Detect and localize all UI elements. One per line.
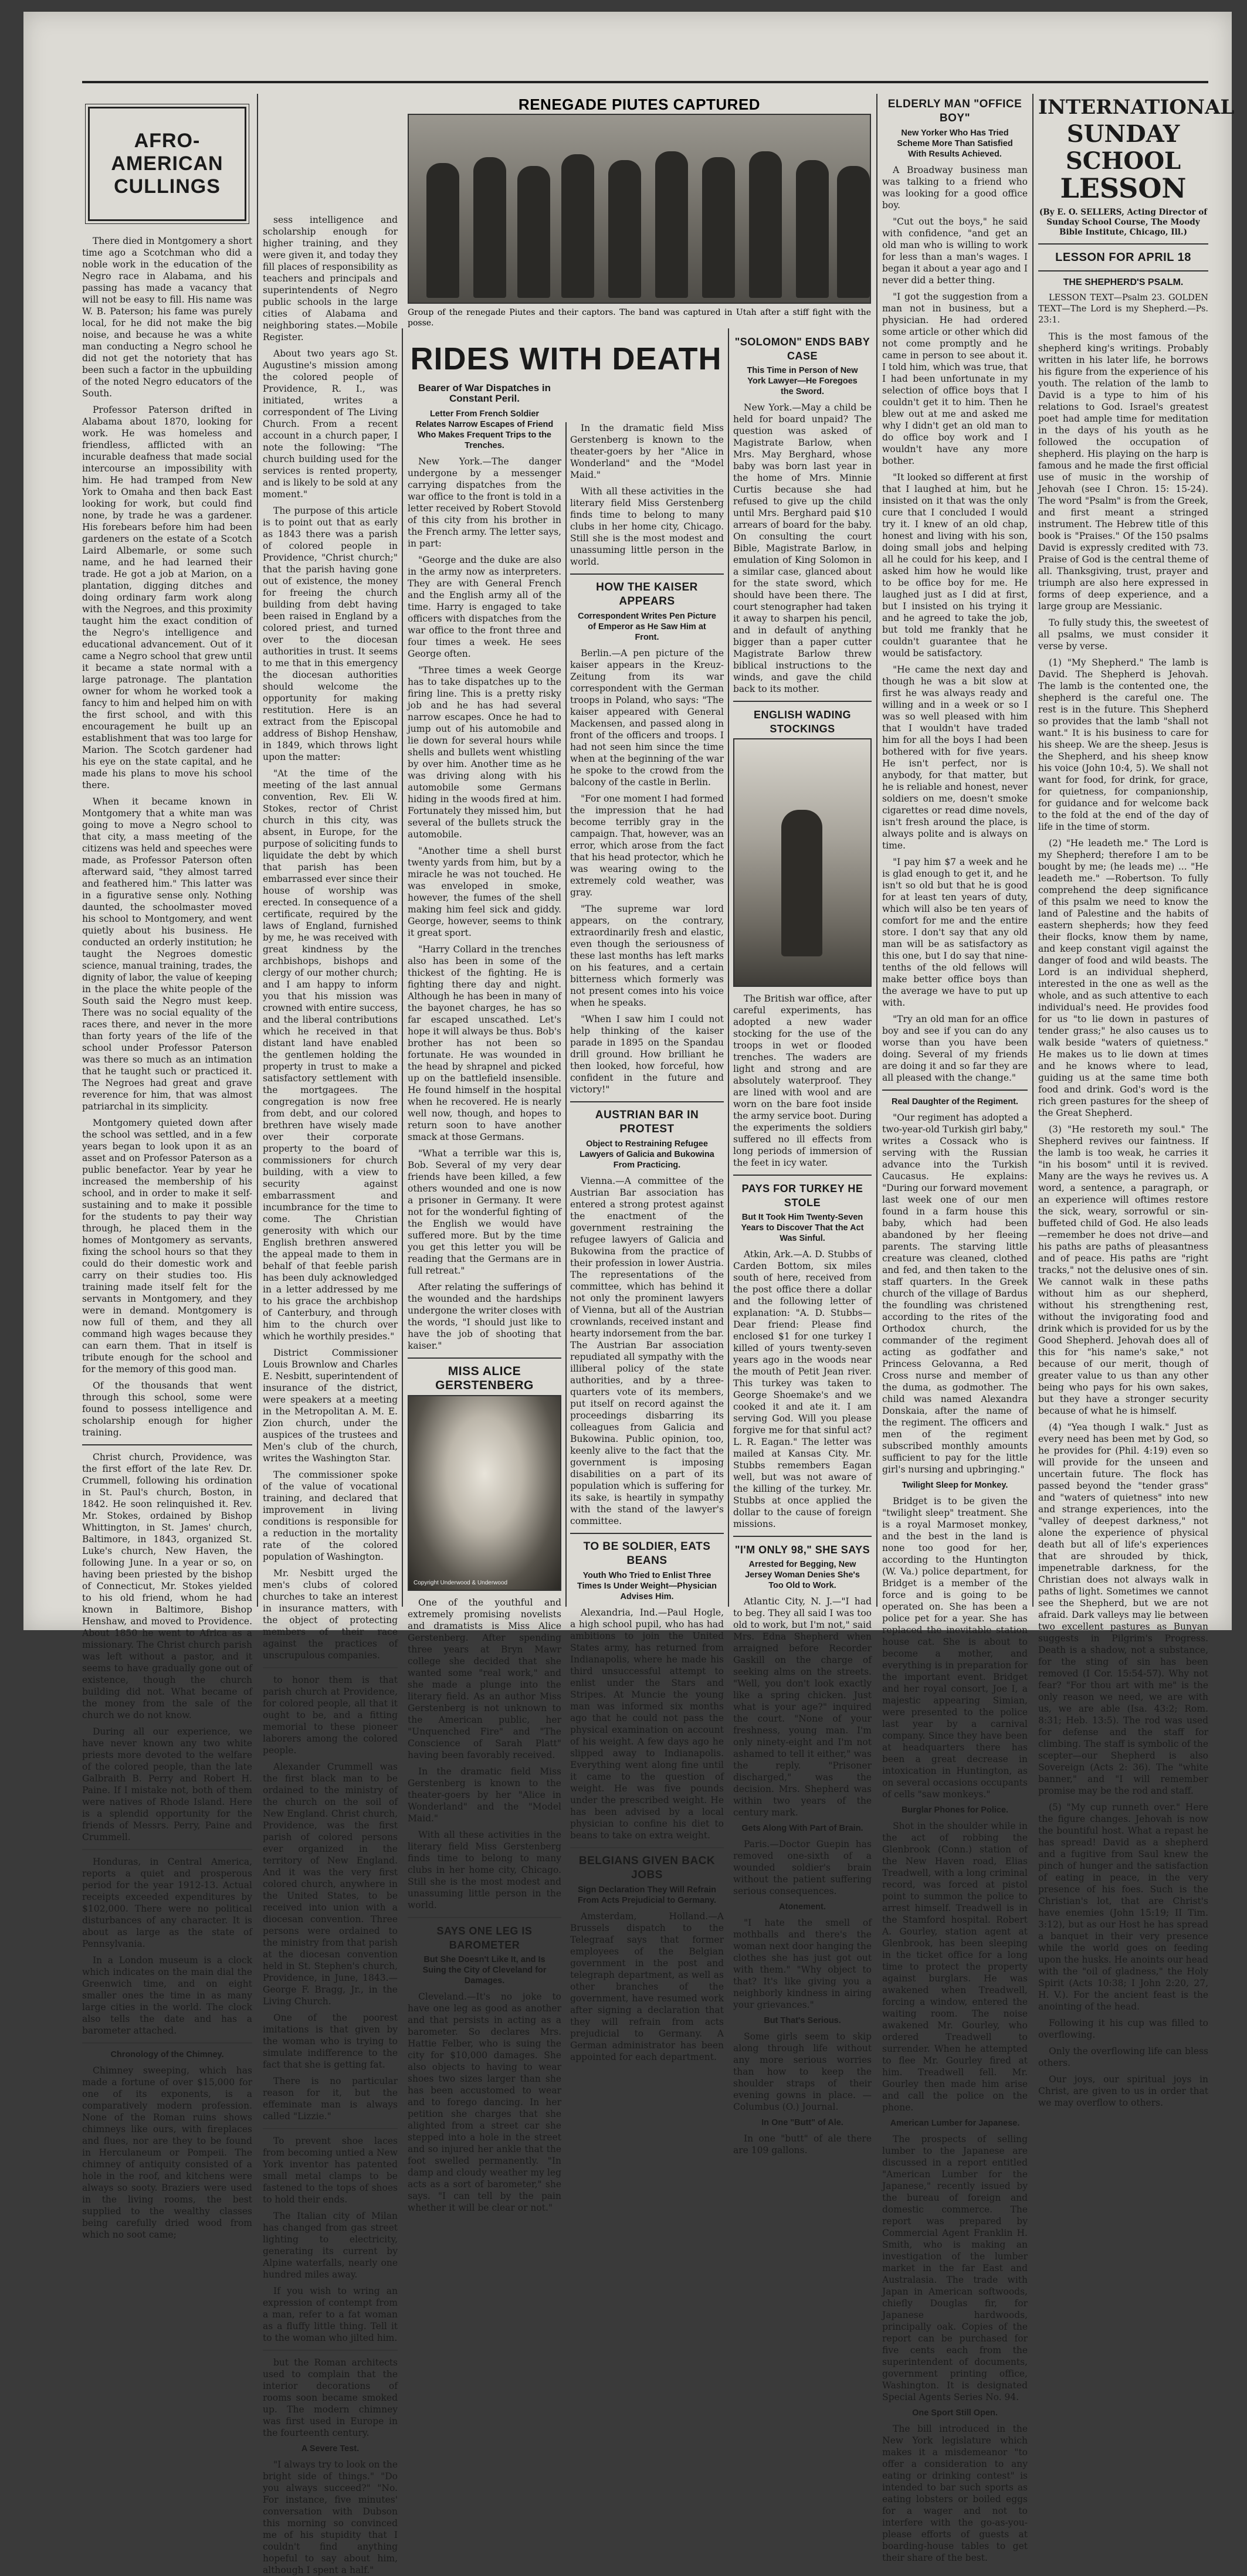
- paragraph: Cleveland.—It's no joke to have one leg as good as another and that persists in acting as a barometer. So declares Mrs. Hattie Felber, who is suing the city for $10,000 damages. She also objects to having to wear shoes two sizes larger than she has been accustomed to wear and to forego dancing. In her petition she charges that she alighted from a street car she stepped into a hole in the street and so injured her ankle that the foot swelled permanently. "In damp and cloudy weather my leg acts as a sort of barometer," she says. "I can tell by the pain whether it will be clear or not.": [408, 1991, 561, 2213]
- paragraph: Bridget is to be given the "twilight sleep" treatment. She is a royal Marmoset monkey, and the best in the land is none too good for her, according to the Huntington (W. Va.) police department, for Bridget is a member of the force and is going to be operated on. She has been a police pet for a year. She has replaced the inevitable station house cat. She is about to become a mother, and everything is in preparation for the important event. Bridget and her royal consort, Joe I, a majestic appearing Simian, were presented to the police last year by a carnival company. Since they have been at headquarters there has been a great decrease in intoxication in Huntington, as on several occasions occupants of cells "saw monkeys.": [882, 1496, 1028, 1800]
- paragraph: Some girls seem to skip along through life without any more serious worries than how to keep the shoulder straps of their evening gowns in place. —Columbus (O.) Journal.: [733, 2031, 872, 2112]
- photo-credit: Copyright Underwood & Underwood: [414, 1580, 508, 1586]
- paragraph: Montgomery quieted down after the school was settled, and in a few years began to look upon it as an asset and on Professor Paterson as a public benefactor. Year by year he increased the membership of his school, and in order to make it self-sustaining and to make it possible for the students to pay their way through, he placed them in the homes of Montgomery as servants, fixing the school hours so that they could do their domestic work and carry on their studies too. His training made itself felt for the servants in Montgomery, and they were in demand. Montgomery is now full of them, and they all command high wages because they can earn them. That in itself is tribute enough for the school and for the memory of this good man.: [82, 1118, 252, 1374]
- renegade-piutes-title: RENEGADE PIUTES CAPTURED: [518, 96, 761, 113]
- leg-subhead: But She Doesn't Like It, and Is Suing the City of Cleveland for Damages.: [422, 1955, 547, 1986]
- rides-deck: Letter From French Soldier Relates Narrow Escapes of Friend Who Makes Frequent Trips to the Trenches.: [415, 409, 554, 450]
- piutes-photo: [408, 114, 871, 304]
- paragraph: In a London museum is a clock which indicates on the main dial the Greenwich time, and on eight smaller ones the time in as many large cities in the world. The clock also tells the date and has a barometer attached.: [82, 1955, 252, 2036]
- separator: [1038, 270, 1208, 271]
- paragraph: The commissioner spoke of the value of vocational training, and declared that improvement in living conditions is responsible for a reduction in the mortality rate of the colored population of Washington.: [263, 1469, 398, 1562]
- column-rule: [728, 328, 729, 1607]
- paragraph: District Commissioner Louis Brownlow and Charles E. Nesbitt, superintendent of insurance of the district, were speakers at a meeting in the Metropolitan A. M. E. Zion church, under the auspices of the trustees and Men's club of the church, writes the Washington Star.: [263, 1348, 398, 1464]
- paragraph: "The supreme war lord appears, on the contrary, extraordinarily fresh and elastic, even though the seriousness of these last months has left marks on his features, and a certain bitterness which formerly was not present comes into his voice when he speaks.: [570, 904, 724, 1008]
- soldier-subhead: Youth Who Tried to Enlist Three Times Is Under Weight—Physician Advises Him.: [577, 1571, 717, 1601]
- rides-subhead: Bearer of War Dispatches in Constant Peril.: [418, 382, 551, 404]
- column-rule: [1032, 94, 1033, 1607]
- paragraph: Mr. Nesbitt urged the men's clubs of colored churches to take an interest in insurance matters, with the object of protecting members of their race against the practices of unscrupulous companies.: [263, 1568, 398, 1661]
- paragraph: sess intelligence and scholarship enough for higher training, and they were given it, and today they fill places of responsibility as teachers and principals and superintendents of Negro public schools in the large cities of Alabama and neighboring states.—Mobile Register.: [263, 215, 398, 342]
- paragraph: Christ church, Providence, was the first effort of the late Rev. Dr. Crummell, following his ordination in St. Paul's church, Boston, in 1842. He soon relinquished it. Rev. Mr. Stokes, ordained by Bishop Whittington, in St. James' church, Baltimore, in 1843, organized St. Luke's church, New Haven, the following June. In a year or so, on having been priested by the bishop of Connecticut, Mr. Stokes yielded to his old friend, whom he had known in Baltimore, Bishop Henshaw, and moved to Providence. About 1850 he went to Africa as a missionary. The Christ church parish was left without a pastor, and it seems to have gradually gone out of existence, though the church building did not. What became of the money from the sale of the church we do not know.: [82, 1452, 252, 1720]
- paragraph: "I hate the smell of mothballs and there's the woman next door hanging the clothes she has just got out with them." "Why object to that? It's like giving you a neighborly kindness in airing your grievances.": [733, 1917, 872, 2010]
- paragraph: To prevent shoe laces from becoming untied a New York inventor has patented small metal clamps to be fastened to the tops of shoes to hold their ends.: [263, 2136, 398, 2205]
- separator: [733, 1175, 872, 1176]
- miss-gerstenberg-heading: MISS ALICE GERSTENBERG: [435, 1365, 534, 1392]
- sunday-school-title: [1038, 94, 1235, 204]
- column-2: [263, 214, 398, 2575]
- solomon-subhead: This Time in Person of New York Lawyer—He Foregoes the Sword.: [747, 366, 858, 396]
- paragraph: Shot in the shoulder while in the act of robbing the Glenbrook (Conn.) station of the New Haven road, Elias Treadwell, with a long criminal record, was forced at pistol point to summon the police to arrest himself. Treadwell is in the Stamford hospital. Robert A. Gourley, station agent at Glenbrook, has been sleeping in the ticket office for a long time to protect the property against burglars. He was awakened when Treadwell, forcing a window, entered the waiting room. The noise awakened Mr. Gourley, who ordered Treadwell to surrender. When he attempted to flee Mr. Gourley fired at him. Treadwell fell. Mr. Gourley then made him arise and call the police on the phone.: [882, 1821, 1028, 2113]
- separator: [263, 1667, 398, 1668]
- paragraph: One of the youthful and extremely promising novelists and dramatists is Miss Alice Gerstenberg. After spending three years at Bryn Mawr college she decided that she wanted some "real work," and she made a plunge into the literary field. As an author Miss Gerstenberg is not unknown to the American public, her "Unquenched Fire" and "The Conscience of Sarah Platt" having been favorably received.: [408, 1597, 561, 1760]
- separator: [82, 1849, 252, 1850]
- lesson-texts: LESSON TEXT—Psalm 23. GOLDEN TEXT—The Lord is my Shepherd.—Ps. 23:1.: [1038, 293, 1208, 325]
- masthead-rule: [82, 81, 1208, 83]
- brain-heading: Gets Along With Part of Brain.: [741, 1824, 863, 1833]
- paragraph: In one "butt" of ale there are 109 gallons.: [733, 2133, 872, 2156]
- paragraph: "Three times a week George has to take dispatches up to the firing line. This is a pretty risky job and he has had several narrow escapes. Once he had to jump out of his automobile and lie down for several hours while shells and bullets went whistling by over him. Another time as he was driving along with his automobile some Germans hiding in the woods fired at him. Fortunately they missed him, but several of the bullets struck the automobile.: [408, 665, 561, 840]
- kaiser-subhead: Correspondent Writes Pen Picture of Emperor as He Saw Him at Front.: [578, 612, 716, 642]
- wading-stockings-heading: ENGLISH WADING STOCKINGS: [753, 709, 851, 735]
- paragraph: The prospects of selling lumber to the Japanese are discussed in a report entitled "American Lumber for the Japanese," recently issued by the bureau of foreign and domestic commerce. The report was prepared by Commercial Agent Franklin H. Smith, who is making an investigation of the lumber market in the far East and Australasia. The trade with Japan in American softwoods, chiefly Douglas fir, for Japanese hardwoods, principally oak. Copies of the report can be purchased for five cents each from the superintendent of documents, government printing office, Washington. It is designated Special Agents Series No. 94.: [882, 2134, 1028, 2402]
- title-line: INTERNATIONAL: [1038, 96, 1235, 119]
- paragraph: Professor Paterson drifted in Alabama about 1870, looking for work. He was homeless and friendless, afflicted with an incurable deafness that made social intercourse an impossibility with him. He had tramped from New York to Omaha and then back East looking for work, but could find none, by trade he was a gardener. His forebears before him had been gardeners on the estate of a Scotch Laird Albemarle, or some such name, and he had learned their trade. He got a job at Marion, on a plantation, digging ditches and doing ordinary farm work along with the Negroes, and this proximity taught him the exact condition of the Negro's intelligence and educational advancement. Out of it came a Negro school that grew until it became a state normal with a large patronage. The plantation owner for whom he worked took a fancy to him and helped him on with the first school, and with this encouragement he built up an establishment that was too large for Marion. The Scotch gardener had his eye on the state capital, and he made his plans to move his school there.: [82, 405, 252, 790]
- paragraph: When it became known in Montgomery that a white man was going to move a Negro school to that city, a mass meeting of the citizens was held and speeches were made, as Professor Paterson often afterward said, "they almost tarred and feathered him." This latter was in a figurative sense only. Nothing daunted, the schoolmaster moved his school to Montgomery, and went quietly about his business. He conducted an orderly institution; he taught the Negroes domestic science, manual training, trades, the dignity of labor, the value of keeping in the place the white people of the South said the Negro must keep. There was no social equality of the races there, and never in the more than forty years of the life of the school under Professor Paterson was there so much as an intimation that he taught such or practiced it. The Negroes had great and grave reverence for him, that was almost patriarchal in its simplicity.: [82, 796, 252, 1112]
- paragraph: "Cut out the boys," he said with confidence, "and get an old man who is willing to work for less than a man's wages. I began it about a year ago and I never did a better thing.: [882, 216, 1028, 286]
- paragraph: With all these activities in the literary field Miss Gerstenberg finds time to belong to many clubs in her home city, Chicago. Still she is the most modest and unassuming little person in the world.: [408, 1830, 561, 1910]
- title-line: LESSON: [1060, 172, 1187, 204]
- regiment-heading: Real Daughter of the Regiment.: [892, 1097, 1018, 1107]
- paragraph: Amsterdam, Holland.—A Brussels dispatch to the Telegraaf says that former employees of the Belgian government in the post and telegraph department, as well as other branches of the government, have resumed work after signing a declaration that they will refrain from acts prejudicial to Germany. A German administrator has been appointed for each department.: [570, 1911, 724, 2062]
- leg-barometer-heading: SAYS ONE LEG IS BAROMETER: [436, 1925, 533, 1951]
- paragraph: Only the overflowing life can bless others.: [1038, 2046, 1208, 2068]
- austrian-subhead: Object to Restraining Refugee Lawyers of Galicia and Bukowina From Practicing.: [580, 1139, 714, 1170]
- paragraph: (4) "Yea though I walk." Just as every need has been met by God, so he provides for (Phil. 4:19) even so will provide for the unseen and uncertain future. The flock has passed beyond the "tender grass" and "waters of quietness" into new and strange experiences, into the "valley of deepest darkness," not alone the experience of physical death but all of life's experiences that are shrouded by thick, impenetrable darkness, for the Christian does not always walk in paths of light. Sometimes we cannot see the Shepherd, but we are not afraid. Dark valleys may lie between two excellent pastures as Bunyan suggests in Pilgrim's Progress. Death is a shadow, not a substance, for the sting of sin has been removed (I Cor. 15:54-57). Why not fear? "For thou art with me" is the only reason we need, we are with us, we are able (Isa. 43:2; Rom. 8:31; Heb. 13:5). The rod was used for defense and the staff for climbing. The staff is symbolic of the scepter—our Shepherd is also Sovereign (Acts 2: 36). The "white banner," and "I will remember promise may be the rod and staff.: [1038, 1422, 1208, 1796]
- separator: [1038, 243, 1208, 245]
- paragraph: During all our experience, we have never known any two white priests more devoted to the welfare of the colored people, than the late Galbraith B. Perry and Robert H. Paine. If I mistake not, both of them were natives of Rhode Island. Here is a splendid opportunity for the friends of Messrs. Perry, Paine and Crummell.: [82, 1726, 252, 1842]
- paragraph: "George and the duke are also in the army now as interpreters. They are with General French and the English army all of the time. Harry is engaged to take officers with dispatches from the war office to the front three and four times a week. He sees George often.: [408, 555, 561, 659]
- column-rule: [876, 94, 877, 1607]
- soldier-beans-heading: TO BE SOLDIER, EATS BEANS: [583, 1540, 711, 1567]
- paragraph: There died in Montgomery a short time ago a Scotchman who did a noble work in the education of the Negro race in Alabama, and his passing has made a vacancy that will not be easy to fill. His name was W. B. Paterson; his fame was purely local, for he did not make the big noise, and because he was a white man conducting a Negro school he did not get the notoriety that has been such a factor in the upbuilding of the noted Negro educators of the South.: [82, 236, 252, 399]
- twilight-heading: Twilight Sleep for Monkey.: [902, 1481, 1008, 1490]
- paragraph: Atkin, Ark.—A. D. Stubbs of Carden Bottom, six miles south of here, received from the post office there a dollar and the following letter of explanation: "A. D. Stubbs—Dear friend: Please find enclosed $1 for one turkey I killed of yours twenty-seven years ago in the woods near the mouth of Petit Jean river. This turkey was taken to George Shoemake's and we cooked it and ate it. I am serving God. Will you please forgive me for that sinful act? L. R. Eagan." The letter was mailed at Kansas City. Mr. Stubbs remembers Eagan well, but was not aware of the killing of the turkey. Mr. Stubbs at once applied the dollar to the cause of foreign missions.: [733, 1249, 872, 1529]
- paragraph: "I always try to look on the bright side of things." "Do you always succeed?" "No. For instance, five minutes' conversation with Dubson this morning so convinced me of his stupidity that I couldn't find anything hopeful to say about him, although I spent a half.": [263, 2459, 398, 2575]
- paragraph: New York.—May a child be held for board unpaid? The question was asked of Magistrate Barlow, when Mrs. May Berghard, whose baby was born last year in the home of Mrs. Minnie Curtis because she had refused to give up the child until Mrs. Berghard paid $10 arrears of board for the baby. On consulting the court Bible, Magistrate Barlow, in emulation of King Solomon in a similar case, glanced about for the state sword, which should have been there. The court stenographer had taken it away to sharpen his pencil, and in default of anything bigger than a paper cutter Magistrate Barlow threw biblical instructions to the winds, and gave the child back to its mother.: [733, 402, 872, 694]
- paragraph: Vienna.—A committee of the Austrian Bar association has entered a strong protest against the enactment of the government restraining the refugee lawyers of Galicia and Bukowina from the practice of their profession in lower Austria. The representations of the committee, which has behind it not only the prominent lawyers of Vienna, but all of the Austrian crownlands, received instant and hearty indorsement from the bar. The Austrian Bar association repudiated all sympathy with the illiberal policy of the state authorities, and by a three-quarters vote of its members, put itself on record against the proceedings disbarring its colleagues from Galicia and Bukowina. Public opinion, too, keenly alive to the fact that the government is imposing disabilities on a part of its population which is suffering for its sake, is heartily in sympathy with the stand of the lawyer's committee.: [570, 1176, 724, 1526]
- only-98-subhead: Arrested for Begging, New Jersey Woman Denies She's Too Old to Work.: [745, 1560, 860, 1590]
- column-6: [882, 94, 1028, 2563]
- paragraph: "I pay him $7 a week and he is glad enough to get it, and he isn't so old but that he is good for at least ten years of duty, which will also be ten years of comfort for me and the entire store. I don't say that any old man will be as satisfactory as this one, but I do say that nine-tenths of the old fellows will make better office boys than the average we have to put up with.: [882, 857, 1028, 1008]
- kaiser-heading: HOW THE KAISER APPEARS: [596, 581, 698, 607]
- paragraph: This is the most famous of the shepherd king's writings. Probably written in his later life, he borrows his figure from the experience of his youth. The relation of the lamb to David is a type to him of his relations to God. Israel's greatest poet had ample time for meditation in the days of his youth as he followed the occupation of shepherd. His playing on the harp is famous and he made the first official use of music in the worship of Jehovah (see I Chron. 15: 15-24). The word "Psalm" is from the Greek, and first meant a stringed instrument. The Hebrew title of this book is "Praises." Of the 150 psalms David is expressly credited with 73. Praise of God is the central theme of all. Thanksgiving, trust, prayer and triumph are also here expressed in forms of deep experience, and a large group are Messianic.: [1038, 331, 1208, 612]
- turkey-subhead: But It Took Him Twenty-Seven Years to Discover That the Act Was Sinful.: [741, 1213, 864, 1243]
- separator: [733, 701, 872, 702]
- paragraph: About two years ago St. Augustine's mission among the colored people of Providence, R. I., was initiated, writes a correspondent of The Living Church. From a recent account in a church paper, I note the following: "The church building used for the services is rented property, and is likely to be sold at any moment.": [263, 348, 398, 500]
- separator: [882, 1090, 1028, 1091]
- paragraph: Atlantic City, N. J.—"I had to beg. They all said I was too old to work, but I'm not," said Mrs. Edna Shepherd when arraigned before Recorder Gaskill on the charge of seeking alms on the streets. "Well, you don't look exactly like a spring chicken. Just what is your age?" inquired the court. "None of your freshness, young man. I'm only ninety-eight and I'm not ashamed to tell it either," was the reply. "Prisoner discharged," was the decision. Mrs. Shepherd was within two years of the century mark.: [733, 1596, 872, 1818]
- burglar-heading: Burglar Phones for Police.: [901, 1805, 1009, 1815]
- paragraph: "It looked so different at first that I laughed at him, but he insisted on it that was the only cure that I concluded I would try it. I knew of an old chap, honest and living with his son, doing small jobs and helping all he could for his keep, and I asked him how he would like to be office boy for me. He laughed just as I did at first, but I insisted on his trying it and he agreed to take the job, but told me frankly that he couldn't guarantee that he would be satisfactory.: [882, 472, 1028, 659]
- separator: [570, 1101, 724, 1102]
- paragraph: After relating the sufferings of the wounded and the hardships undergone the writer closes with the words, "I should just like to have the job of shooting that kaiser.": [408, 1282, 561, 1351]
- paragraph: Chimney sweeping, which has made a fortune of over $15,000 for one of its exponents, is a comparatively modern profession. None of the Roman ruins shows chimneys like ours, with fireplaces and flues, nor are they to be found in Herculaneum or Pompeii. The chimney of antiquity consisted of a hole in the roof, and kitchens were always so sooty. Braziers were used in the living rooms, the best supplied to the wealthy classes being carefully dried wood from which no soot came;: [82, 2065, 252, 2240]
- column-rule: [257, 94, 258, 1607]
- belgians-heading: BELGIANS GIVEN BACK JOBS: [578, 1855, 716, 1881]
- lesson-psalm-title: THE SHEPHERD'S PSALM.: [1063, 277, 1184, 287]
- piutes-caption: Group of the renegade Piutes and their captors. The band was captured in Utah after a stiff fight with the posse.: [408, 308, 871, 328]
- separator: [570, 1847, 724, 1848]
- lesson-credit: (By E. O. SELLERS, Acting Director of Sunday School Course, The Moody Bible Institute, Chicago, Ill.): [1039, 208, 1208, 237]
- paragraph: Of the thousands that went through this school, some were found to possess intelligence and scholarship enough for higher training.: [82, 1380, 252, 1438]
- paragraph: "He came the next day and though he was a bit slow at first he was always ready and willing and in a week or so I was so well pleased with him that I wouldn't have traded him for all the boys I had been bothered with for five years. He isn't perfect, nor is anybody, for that matter, but he is reliable and honest, never soldiers on me, doesn't smoke cigarettes or read dime novels, isn't fresh around the place, is always polite and is always on time.: [882, 664, 1028, 851]
- wading-soldier-photo: [733, 738, 872, 987]
- paragraph: (2) "He leadeth me." The Lord is my Shepherd; therefore I am to be bought by me; (he leads me) ... "He leadeth me." —Robertson. To fully comprehend the deep significance of this psalm we need to know the land of Palestine and the habits of eastern shepherds; how they feed their flocks, know them by name, and keep constant vigil against the danger of food and wild beasts. The Lord is an individual shepherd, interested in the one as well as the whole, and as such attentive to each individual's need. He provides food for us "to lie down in pastures of tender grass;" he also causes us to walk beside "waters of quietness." He makes us to lie down at times and he knows where to lead, guiding us at the same time both food and drink. God's word is the rich green pastures for the sheep of the Great Shepherd.: [1038, 838, 1208, 1118]
- paragraph: The British war office, after careful experiments, has adopted a new wader stocking for the use of the troops in wet or flooded trenches. The waders are light and strong and are absolutely waterproof. They are lined with wool and are worn on the bare foot inside the army service boot. During the experiments the soldiers suffered no ill effects from long periods of immersion of the feet in icy water.: [733, 993, 872, 1168]
- paragraph: If you wish to wring an expression of contempt from a man, refer to a fat woman as a fluffy little thing. Tell it to the woman who jilted him.: [263, 2286, 398, 2343]
- paragraph: Berlin.—A pen picture of the kaiser appears in the Kreuz-Zeitung from its war correspondent with the German troops in Poland, who says: "The kaiser appeared with General Mackensen, and passed along in front of the officers and troops. I had not seen him since the time when at the beginning of the war he spoke to the crowd from the balcony of the castle in Berlin.: [570, 648, 724, 788]
- paragraph: "Harry Collard in the trenches also has been in some of the thickest of the fighting. He is fighting there day and night. Although he has been in many of the bayonet charges, he has so far escaped unscathed. Let's hope it will always be thus. Bob's brother has not been so fortunate. He was wounded in the head by shrapnel and picked up on the battlefield insensible. He found himself in the hospital when he recovered. He is nearly well now, though, and hopes to return soon to have another smack at those Germans.: [408, 944, 561, 1142]
- paragraph: Alexander Crummell was the first black man to be ordained to the ministry of the church on the soil of New England. Christ church, Providence, was the first parish of colored persons ever organized in the territory of New England. And it was the very first colored church, anywhere in the United States, to be received into union with a diocesan convention. Three persons were ordained to the ministry from that parish at the diocesan convention held in St. Stephen's church, Providence, in June, 1843.—George F. Bragg, Jr., in the Living Church.: [263, 1762, 398, 2007]
- column-rule: [402, 328, 403, 1607]
- column-4: [570, 422, 724, 2062]
- paragraph: "Our regiment has adopted a two-year-old Turkish girl baby," writes a Cossack who is serving with the Russian advance into the Turkish Caucasus. He explains: "During our forward movement last week one of our men found in a farm house this baby, which had been abandoned by her fleeing parents. The starving little creature was cleaned, clothed and fed, and then taken to the staff quarters. In the Greek church of the village of Bardus the foundling was christened according to the rites of the Orthodox church, the commander of the regiment acting as godfather and Princess Gelovanna, a Red Cross nurse and member of the duma, as godmother. The child was named Alexandra Donskaia, after the name of the regiment. The officers and men of the regiment subscribed monthly amounts sufficient to pay for the little girl's nursing and upbringing.": [882, 1112, 1028, 1475]
- separator: [408, 1917, 561, 1918]
- separator: [263, 2128, 398, 2129]
- title-line: SUNDAY SCHOOL: [1065, 120, 1181, 175]
- afro-american-cullings-banner: AFRO-AMERICAN CULLINGS: [88, 107, 246, 221]
- belgians-subhead: Sign Declaration They Will Refrain From Acts Prejudicial to Germany.: [577, 1885, 717, 1905]
- separator: [408, 1357, 561, 1359]
- rides-with-death-headline: RIDES WITH DEATH: [410, 341, 722, 376]
- separator: [733, 1536, 872, 1537]
- paragraph: "I got the suggestion from a man not in business, but a physician. He had ordered some article or other which did not come promptly and he came in person to see about it. I told him, which was true, that I had been unfortunate in my selection of office boys that I couldn't get it to him. Then he blew out at me and asked me why I didn't get an old man to do office boy work and I wouldn't have any more bother.: [882, 291, 1028, 466]
- paragraph: Alexandria, Ind.—Paul Hogle, a high school pupil, who has had ambitions to join the United States army, has returned from Indianapolis, where he made his third unsuccessful attempt to enlist under the Stars and Stripes. At Muncie the young man was informed six months ago that he could not pass the physical examination on account of his weight. A few days ago he slipped away to Indianapolis. Everything went along fine until it came to the question of weight. He was five pounds under the prescribed weight. He has been advised by a local physician to confine his diet to beans to take on extra weight.: [570, 1607, 724, 1841]
- paragraph: "For one moment I had formed the impression that he had become terribly gray in the campaign. That, however, was an error, which arose from the fact that his head protector, which he was wearing owing to the extremely cold weather, was gray.: [570, 793, 724, 898]
- paragraph: A Broadway business man was talking to a friend who was looking for a good office boy.: [882, 165, 1028, 211]
- lesson-date: LESSON FOR APRIL 18: [1055, 251, 1191, 264]
- paragraph: "When I saw him I could not help thinking of the kaiser parade in 1895 on the Spandau drill ground. How brilliant he then looked, how forceful, how confident in the future and victory!": [570, 1014, 724, 1095]
- paragraph: In the dramatic field Miss Gerstenberg is known to the theater-goers by her "Alice in Wonderland" and the "Model Maid.": [408, 1766, 561, 1824]
- paragraph: "Try an old man for an office boy and see if you can do any worse than you have been doing. Several of my friends are doing it and so far they are all pleased with the change.": [882, 1014, 1028, 1083]
- paragraph: The Italian city of Milan has changed from gas street lighting to electricity, generating its current by Alpine waterfalls, nearly one hundred miles away.: [263, 2211, 398, 2280]
- paragraph: but the Roman architects used to complain that the interior decorations of rooms soon became smoked up. The modern chimney was first used in Europe in the fourteenth century.: [263, 2357, 398, 2438]
- paragraph: In the dramatic field Miss Gerstenberg is known to the theater-goers by her "Alice in Wonderland" and the "Model Maid.": [570, 423, 724, 480]
- paragraph: New York.—The danger undergone by a messenger carrying dispatches from the war office to the front is told in a letter received by Robert Stovold of this city from his brother in the French army. The letter says, in part:: [408, 456, 561, 549]
- lumber-heading: American Lumber for Japanese.: [890, 2119, 1020, 2128]
- ale-heading: In One "Butt" of Ale.: [761, 2118, 843, 2127]
- paragraph: To fully study this, the sweetest of all psalms, we must consider it verse by verse.: [1038, 617, 1208, 651]
- paragraph: One of the poorest imitations is that given by the woman who is trying to simulate indifference to the fact that she is getting fat.: [263, 2012, 398, 2070]
- paragraph: "What a terrible war this is, Bob. Several of my very dear friends have been killed, a few others wounded and one is now a prisoner in Germany. It were not for the wonderful fighting of the English we would have suffered more. But by the time you get this letter you will be reading that the Germans are in full retreat.": [408, 1148, 561, 1276]
- austrian-bar-heading: AUSTRIAN BAR IN PROTEST: [595, 1109, 699, 1135]
- column-5: [733, 331, 872, 2156]
- column-1: [82, 94, 252, 2240]
- sport-heading: One Sport Still Open.: [912, 2408, 998, 2418]
- paragraph: to honor them is that parish church at Providence, for colored people, all that it ought to be, and a fitting memorial to these pioneer laborers among the colored people.: [263, 1675, 398, 1756]
- office-boy-heading: ELDERLY MAN "OFFICE BOY": [887, 98, 1022, 124]
- paragraph: (1) "My Shepherd." The lamb is David. The Shepherd is Jehovah. The lamb is the contented one, the shepherd is the careful one. The rest is in the future. This Shepherd so provides that the lamb "shall not want." It is his business to care for his sheep. We are the sheep. Jesus is the Shepherd, and his sheep know his voice (John 10:4, 5). We shall not want for food, for drink, for grace, for quietness, for companionship, for guidance and for welcome back to the fold at the end of the day of life in the time of storm.: [1038, 657, 1208, 832]
- solomon-heading: "SOLOMON" ENDS BABY CASE: [734, 336, 870, 362]
- paragraph: The bill introduced in the New York legislature which makes it a misdemeanor "to offer a consideration to any eating or drinking contest" is intended to bar such sports as eating lobsters or boiled eggs for a wager and not to interfere with the go-as-you-please efforts of guests at boarding-house tables to get their share of the best.: [882, 2424, 1028, 2563]
- serious-heading: But That's Serious.: [764, 2016, 841, 2025]
- turkey-heading: PAYS FOR TURKEY HE STOLE: [741, 1183, 863, 1209]
- renegade-piutes-feature: [408, 94, 871, 334]
- newspaper-page: [23, 12, 1235, 2575]
- paragraph: There is no particular reason for it, but the effeminate man is always called "Lizzie.": [263, 2076, 398, 2122]
- paragraph: "Another time a shell burst twenty yards from him, but by a miracle he was not touched. He was enveloped in smoke, however, the fumes of the shell making him feel sick and giddy. George, however, seems to think it great sport.: [408, 846, 561, 938]
- paragraph: (3) "He restoreth my soul." The Shepherd revives our faintness. If the lamb is too weak, he carries it "in his bosom" until it is revived. Many are the ways he revives us. A word, a sentence, a paragraph, or an experience will oftimes restore the sick, weary, sorrowful or sin-buffeted child of God. He also leads—remember he does not drive—and his paths are paths of pleasantness and of peace. His paths are "right tracks," not the delusive ones of sin. We cannot walk in these paths without him as our shepherd, without his strengthening rest, without the invigorating food and drink which is provided for us by the Good Shepherd. Jehovah does all of this for "his name's sake," not because of our merit, though of greater value to us than any other being who pays for his own sakes, but they have a stronger security because of what he is himself.: [1038, 1124, 1208, 1416]
- paragraph: Our joys, our spiritual joys in Christ, are given to us in order that we may overflow to others.: [1038, 2074, 1208, 2108]
- paragraph: "At the time of the meeting of the last annual convention, Rev. Eli W. Stokes, rector of Christ church in this city, was absent, in Europe, for the purpose of soliciting funds to liquidate the debt by which that parish has been embarrassed ever since their house of worship was erected. In consequence of a certificate, required by the laws of England, furnished by me, he was received with great kindness by the archbishops, bishops and clergy of our mother church; and I am happy to inform you that his mission was crowned with entire success, and the liberal contributions which he received in that distant land have enabled the gentlemen holding the property in trust to make a satisfactory settlement with the mortgagees. The congregation is now free from debt, and our colored brethren have wisely made over their corporate property to the board of commissioners for church building, with a view to security against embarrassment and incumbrance for the time to come. The Christian generosity with which our English brethren answered the appeal made to them in behalf of that feeble parish has been duly acknowledged in a letter addressed by me to his grace the archbishop of Canterbury, and through him to the church over which he worthily presides.": [263, 768, 398, 1342]
- severe-test-heading: A Severe Test.: [301, 2444, 360, 2453]
- only-98-heading: "I'M ONLY 98," SHE SAYS: [734, 1544, 870, 1556]
- gerstenberg-portrait: [408, 1395, 561, 1591]
- chimney-heading: Chronology of the Chimney.: [110, 2050, 224, 2059]
- separator: [263, 2350, 398, 2351]
- column-rule: [565, 422, 567, 1607]
- atonement-heading: Atonement.: [779, 1902, 826, 1912]
- separator: [570, 573, 724, 575]
- paragraph: Following it his cup was filled to overflowing.: [1038, 2018, 1208, 2040]
- office-boy-subhead: New Yorker Who Has Tried Scheme More Than Satisfied With Results Achieved.: [897, 128, 1013, 159]
- paragraph: With all these activities in the literary field Miss Gerstenberg finds time to belong to many clubs in her home city, Chicago. Still she is the most modest and unassuming little person in the world.: [570, 486, 724, 567]
- paragraph: (5) "My cup runneth over." Here the figure changes. Jehovah is now the bountiful host. What a repast he has spread! David as a shepherd and a fugitive from Saul knew the pinch of hunger and the satisfaction of eating in peace, in the very presence of his foes. Such is the Christian's lot, that are Christ's have enemies (John 15:19; II Tim. 3:12), but as our Host he has spread a banquet in their very presence while the world goes on feeding upon the husks. He anoints our head with the "oil of gladness," the Holy Spirit (Acts 10:38; I John 2:20, 27, H. V.). For the ancient feast is the anointing of the head.: [1038, 1802, 1208, 2012]
- paragraph: Paris.—Doctor Guepin has removed one-sixth of a wounded soldier's brain without the patient suffering serious consequences.: [733, 1839, 872, 1896]
- paragraph: The purpose of this article is to point out that as early as 1843 there was a parish of colored people in Providence, "Christ church;" that the parish having gone out of existence, the money for freeing the church building from debt having been raised in England by a colored priest, and turned over to the diocesan authorities in trust. It seems to me that in this emergency the diocesan authorities should welcome the opportunity for making restitution. Here is an extract from the Episcopal address of Bishop Henshaw, in 1849, which throws light upon the matter:: [263, 505, 398, 762]
- paragraph: Honduras, in Central America, reports a quiet and prosperous period for the year 1912-13. Actual receipts exceeded expenditures by $102,000. There were no political disturbances of any character. It is about as large as the state of Pennsylvania.: [82, 1857, 252, 1949]
- column-7: [1038, 94, 1235, 2108]
- separator: [82, 1444, 252, 1445]
- separator: [82, 2042, 252, 2044]
- separator: [570, 1533, 724, 1534]
